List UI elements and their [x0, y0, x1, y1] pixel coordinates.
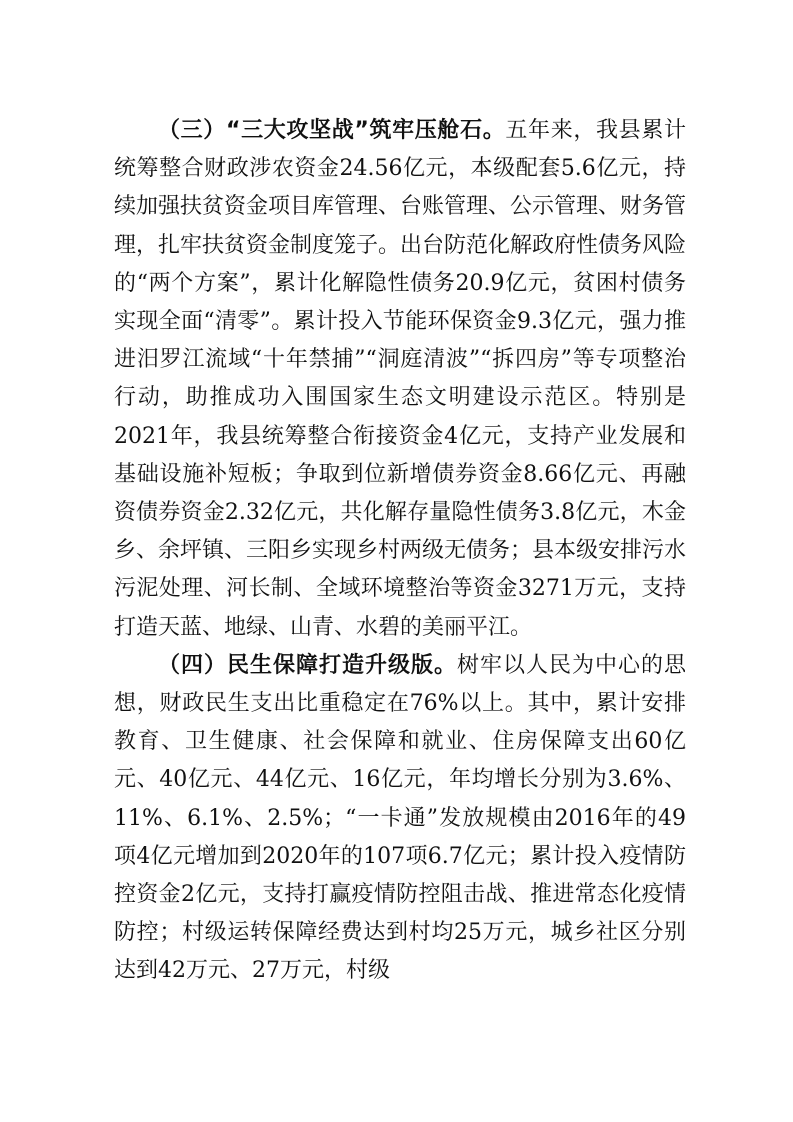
section-three-paragraph	[114, 112, 686, 647]
section-four-body: 树牢以人民为中心的思想，财政民生支出比重稳定在76%以上。其中，累计安排教育、卫生健康、社会保障和就业、住房保障支出60亿元、40亿元、44亿元、16亿元，年均增长分别为3.6%、11%、6.1%、2.5%；“一卡通”发放规模由2016年的49项4亿元增加到2020年的107项6.7亿元；累计投入疫情防控资金2亿元，支持打赢疫情防控阻击战、推进常态化疫情防控；村级运转保障经费达到村均25万元，城乡社区分别达到42万元、27万元，村级	[114, 652, 686, 984]
section-four-paragraph	[114, 647, 686, 991]
document-page	[114, 112, 686, 991]
section-three-body: 五年来，我县累计统筹整合财政涉农资金24.56亿元，本级配套5.6亿元，持续加强扶贫资金项目库管理、台账管理、公示管理、财务管理，扎牢扶贫资金制度笼子。出台防范化解政府性债务风险的“两个方案”，累计化解隐性债务20.9亿元，贫困村债务实现全面“清零”。累计投入节能环保资金9.3亿元，强力推进汨罗江流域“十年禁捕”“洞庭清波”“拆四房”等专项整治行动，助推成功入围国家生态文明建设示范区。特别是2021年，我县统筹整合衔接资金4亿元，支持产业发展和基础设施补短板；争取到位新增债券资金8.66亿元、再融资债券资金2.32亿元，共化解存量隐性债务3.8亿元，木金乡、余坪镇、三阳乡实现乡村两级无债务；县本级安排污水污泥处理、河长制、全域环境整治等资金3271万元，支持打造天蓝、地绿、山青、水碧的美丽平江。	[114, 118, 687, 640]
section-three-heading: （三）“三大攻坚战”筑牢压舱石。	[158, 118, 506, 143]
section-four-heading: （四）民生保障打造升级版。	[158, 652, 457, 678]
